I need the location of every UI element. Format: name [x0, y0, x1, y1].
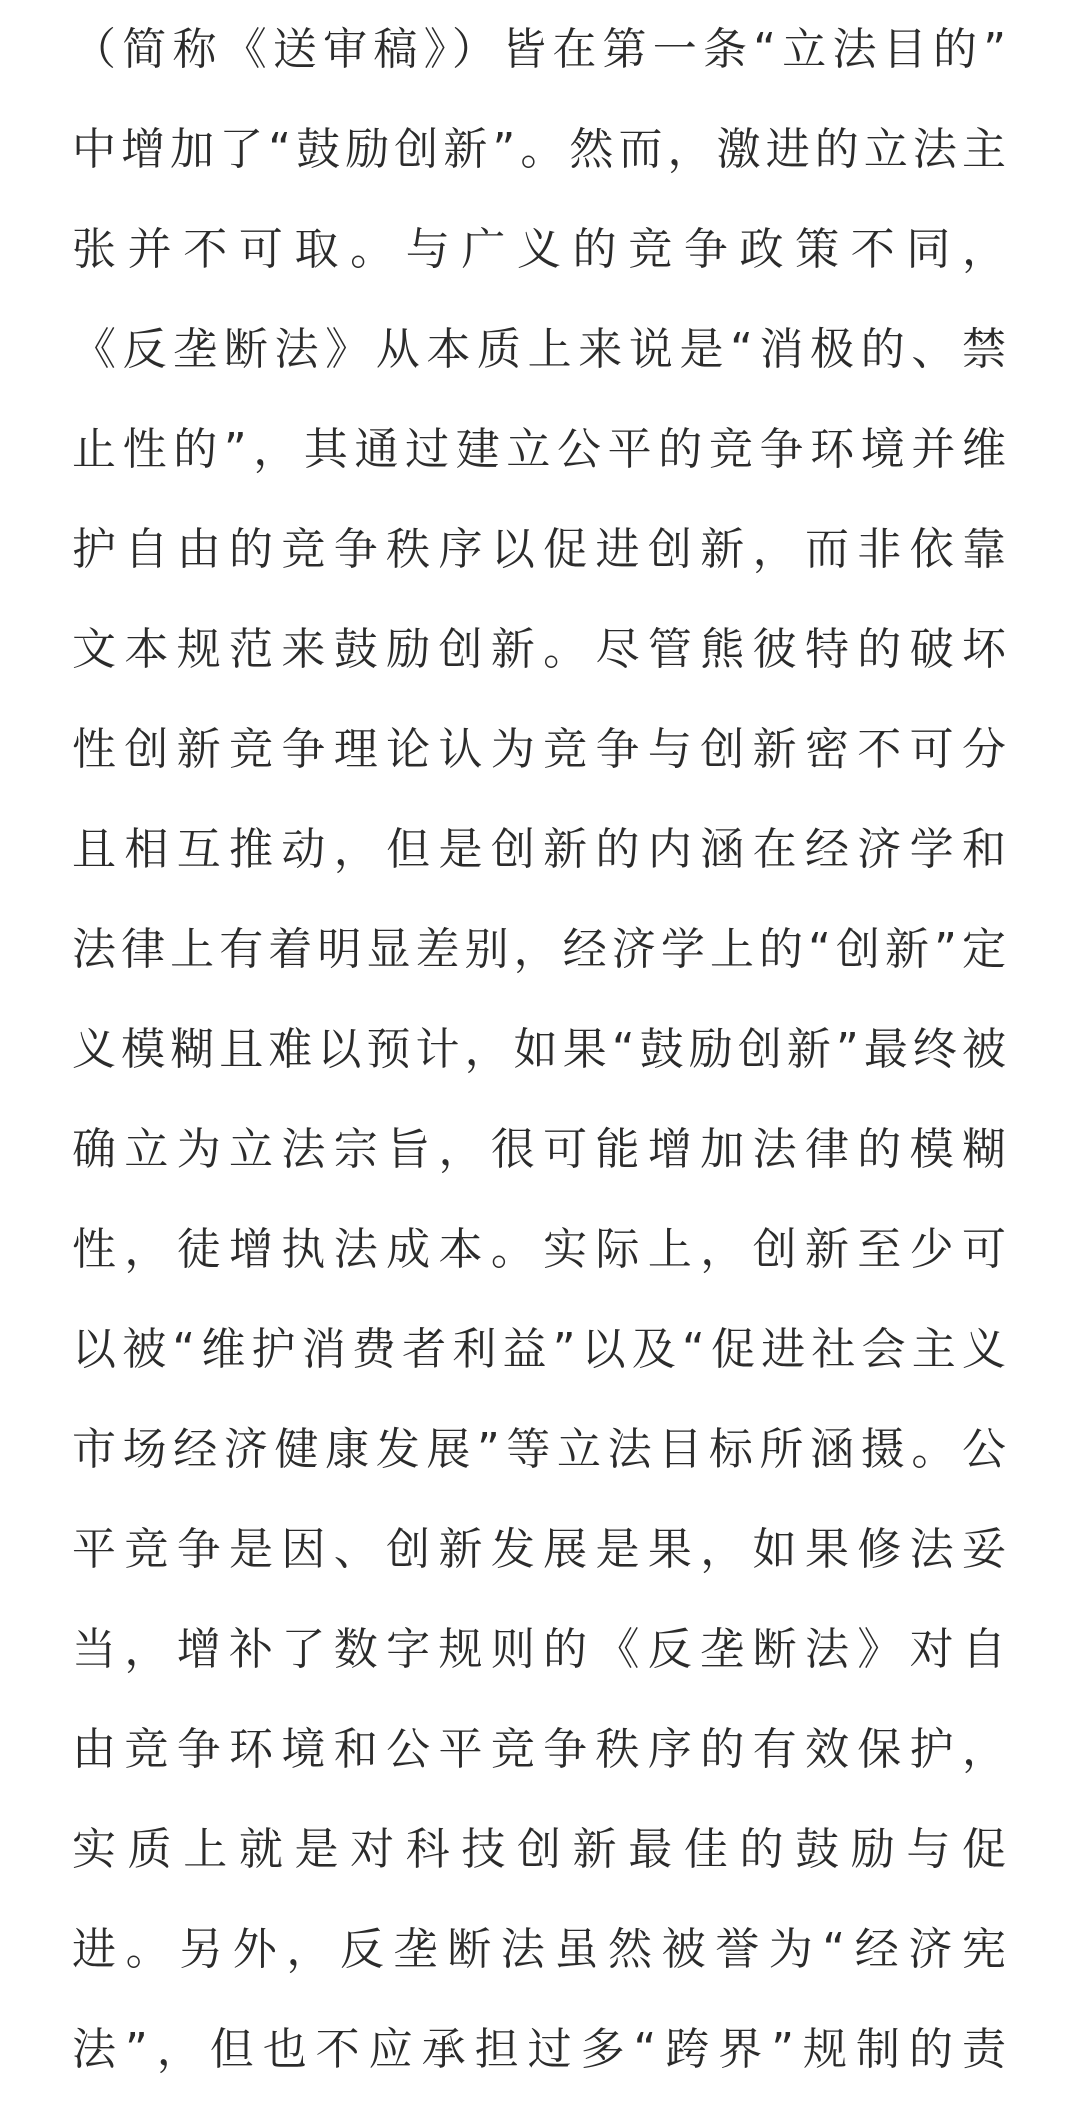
text-line: 由竞争环境和公平竞争秩序的有效保护， — [72, 1724, 1008, 1775]
text-line: 进。另外，反垄断法虽然被誉为“经济宪 — [72, 1924, 1008, 1975]
text-line: 法律上有着明显差别，经济学上的“创新”定 — [72, 924, 1008, 975]
text-line: 且相互推动，但是创新的内涵在经济学和 — [72, 824, 1008, 875]
text-line: （简称《送审稿》）皆在第一条“立法目的” — [72, 24, 1008, 75]
text-line: 确立为立法宗旨，很可能增加法律的模糊 — [72, 1124, 1008, 1175]
text-line: 义模糊且难以预计，如果“鼓励创新”最终被 — [72, 1024, 1008, 1075]
text-line: 护自由的竞争秩序以促进创新，而非依靠 — [72, 524, 1008, 575]
text-line: 实质上就是对科技创新最佳的鼓励与促 — [72, 1824, 1008, 1875]
text-line: 性创新竞争理论认为竞争与创新密不可分 — [72, 724, 1008, 775]
text-line: 性，徒增执法成本。实际上，创新至少可 — [72, 1224, 1008, 1275]
text-line: 《反垄断法》从本质上来说是“消极的、禁 — [72, 324, 1008, 375]
text-line: 当，增补了数字规则的《反垄断法》对自 — [72, 1624, 1008, 1675]
text-line: 平竞争是因、创新发展是果，如果修法妥 — [72, 1524, 1008, 1575]
text-line: 文本规范来鼓励创新。尽管熊彼特的破坏 — [72, 624, 1008, 675]
text-line: 止性的”，其通过建立公平的竞争环境并维 — [72, 424, 1008, 475]
text-line: 市场经济健康发展”等立法目标所涵摄。公 — [72, 1424, 1008, 1475]
text-line: 法”，但也不应承担过多“跨界”规制的责 — [72, 2024, 1008, 2075]
text-line: 中增加了“鼓励创新”。然而，激进的立法主 — [72, 124, 1008, 175]
text-line: 以被“维护消费者利益”以及“促进社会主义 — [72, 1324, 1008, 1375]
text-line: 张并不可取。与广义的竞争政策不同， — [72, 224, 1008, 275]
